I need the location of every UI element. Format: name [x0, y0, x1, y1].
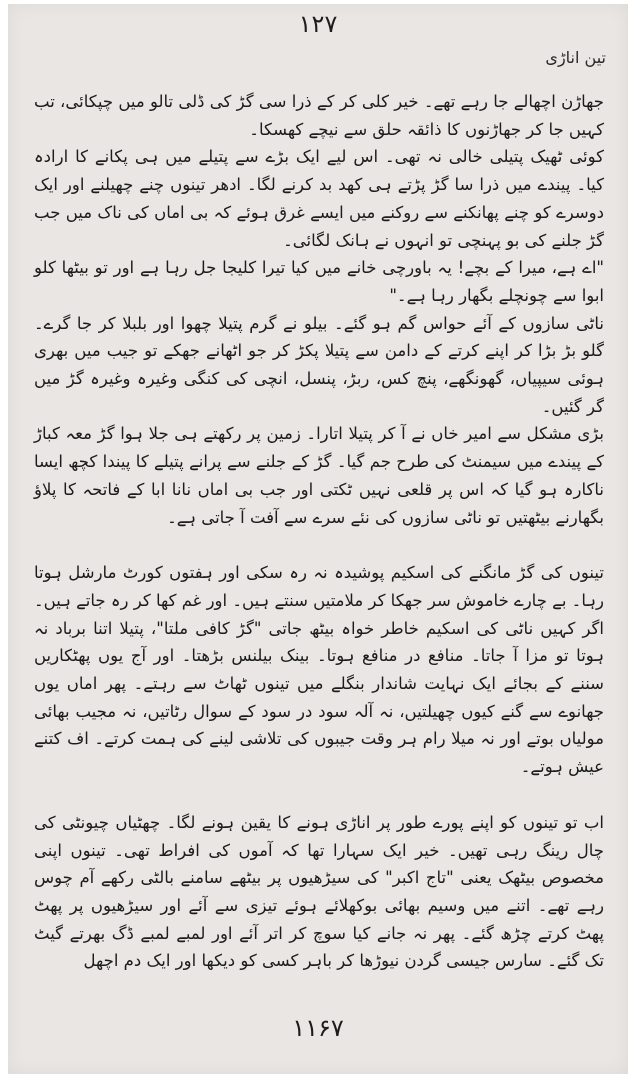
- body-text: [34, 88, 604, 975]
- paragraph: تینوں کی گڑ مانگنے کی اسکیم پوشیدہ نہ رہ سکی اور ہفتوں کورٹ مارشل ہوتا رہا۔ بے چارے خاموش سر جھکا کر ملامتیں سنتے ہیں۔ اور غم کھا کر رہ جاتے ہیں۔ اگر کہیں ناٹی کی اسکیم خاطر خواہ بیٹھ جاتی "گڑ کافی ملتا"، پتیلا اتنا برباد نہ ہوتا تو مزا آ جاتا۔ منافع در منافع ہوتا۔ بینک بیلنس بڑھتا۔ اور آج یوں پھٹکاریں سننے کے بجائے ایک نہایت شاندار بنگلے میں تینوں ٹھاٹ سے رہتے۔ پھر اماں یوں جھانوے سے گنے کیوں چھیلتیں، نہ آلہ سود در سود کے سوال رٹاتیں، نہ مجیب بھائی مولیاں بوتے اور نہ میلا رام ہر وقت جیبوں کی تلاشی لینے کی ہمت کرتے۔ اف کتنے عیش ہوتے۔: [34, 563, 604, 777]
- paragraph: بڑی مشکل سے امیر خاں نے آ کر پتیلا اتارا۔ زمین پر رکھتے ہی جلا ہوا گڑ معہ کباڑ کے پیندے میں سیمنٹ کی طرح جم گیا۔ گڑ کے جلنے سے پرانے پتیلے کا پیندا کچھ ایسا ناکارہ ہو گیا کہ اس پر قلعی نہیں ٹکتی اور جب بی اماں نانا ابا کے فاتحہ کا پلاؤ بگھارنے بیٹھتیں تو ناٹی سازوں کی نئے سرے سے آفت آ جاتی ہے۔: [34, 424, 604, 527]
- paragraph: "اے ہے، میرا کے بچے! یہ باورچی خانے میں کیا تیرا کلیجا جل رہا ہے اور تو بیٹھا کلو ابوا سے چونچلے بگھار رہا ہے۔": [34, 258, 604, 305]
- book-page: [8, 4, 628, 1074]
- paragraph: کوئی ٹھیک پتیلی خالی نہ تھی۔ اس لیے ایک بڑے سے پتیلے میں ہی پکانے کا ارادہ کیا۔ پیندے میں ذرا سا گڑ پڑتے ہی کھد بد کرنے لگا۔ ادھر تینوں چنے چھیلنے اور ایک دوسرے کو چنے پھانکنے سے روکنے میں ایسے غرق ہوئے کہ بی اماں کی ناک میں جب گڑ جلنے کی بو پہنچی تو انہوں نے ہانک لگائی۔: [34, 147, 604, 250]
- paragraph: جھاڑن اچھالے جا رہے تھے۔ خیر کلی کر کے ذرا سی گڑ کی ڈلی تالو میں چپکائی، تب کہیں جا کر جھاڑنوں کا ذائقہ حلق سے نیچے کھسکا۔: [34, 92, 604, 139]
- running-title: تین اناڑی: [545, 48, 606, 67]
- page-number-top: ۱۲۷: [298, 10, 338, 38]
- paragraph: اب تو تینوں کو اپنے پورے طور پر اناڑی ہونے کا یقین ہونے لگا۔ چھٹیاں چیونٹی کی چال رینگ رہی تھیں۔ خیر ایک سہارا تھا کہ آموں کی افراط تھی۔ تینوں اپنی مخصوص بیٹھک یعنی "تاج اکبر" کی سیڑھیوں پر بیٹھے سامنے بالٹی رکھے آم چوس رہے تھے۔ اتنے میں وسیم بھائی بوکھلائے ہوئے تیزی سے آئے اور سیڑھیوں پر پھٹ پھٹ کرتے چڑھ گئے۔ پھر نہ جانے کیا سوچ کر اتر آئے اور لمبے لمبے ڈگ بھرتے گیٹ تک گئے۔ سارس جیسی گردن نیوڑھا کر باہر کسی کو دیکھا اور ایک دم اچھل: [34, 812, 604, 971]
- page-number-bottom: ۱۱۶۷: [292, 1014, 344, 1042]
- paragraph: ناٹی سازوں کے آئے حواس گم ہو گئے۔ بیلو نے گرم پتیلا چھوا اور بلبلا کر جا گرے۔ گلو بڑ بڑا کر اپنے کرتے کے دامن سے پتیلا پکڑ کر جو اٹھانے جھکے تو جیب میں بھری ہوئی سیپیاں، گھونگھے، پنچ کس، ربڑ، پنسل، انچی کی کنگی وغیرہ وغیرہ گڑ میں گر گئیں۔: [34, 313, 604, 416]
